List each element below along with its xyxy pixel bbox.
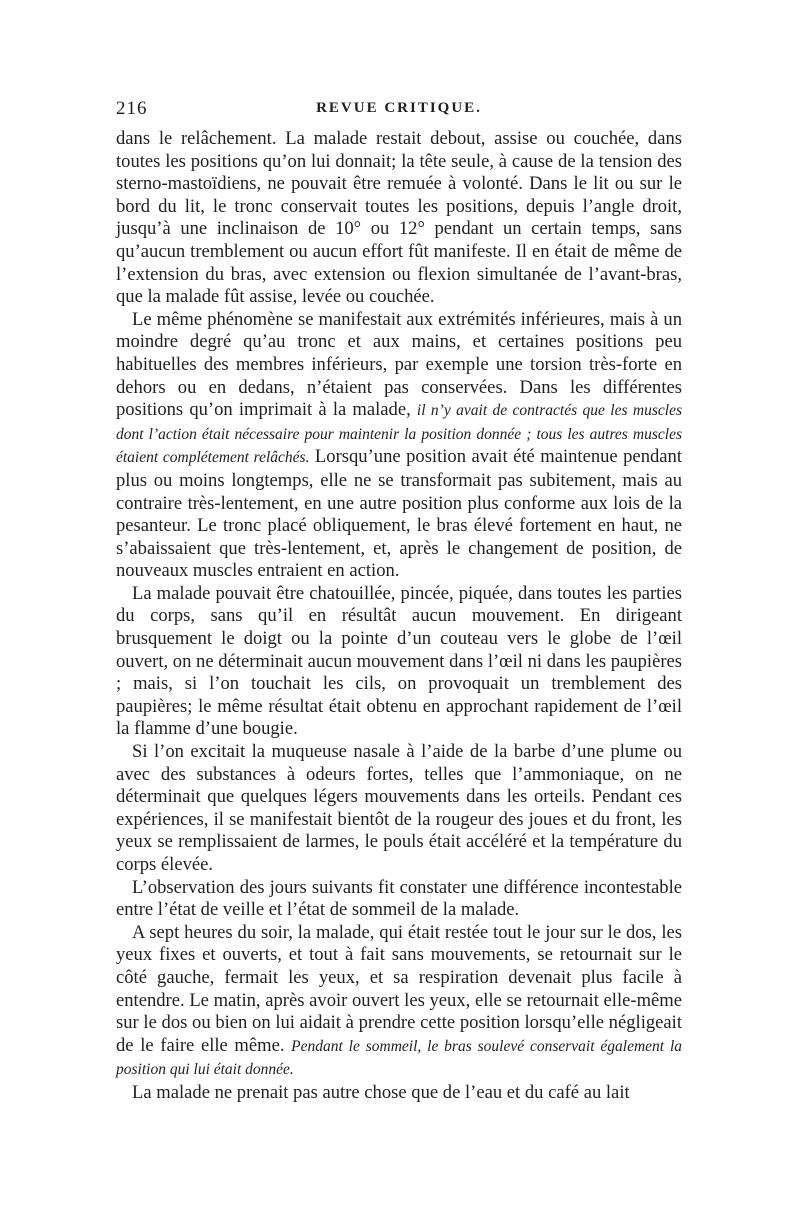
page-header: [116, 98, 682, 122]
text-run: Lorsqu’une position avait été maintenue pendant plus ou moins longtemps, elle ne se transformait pas subitement, mais au contraire très-lentement, en une autre position plus conforme aux lois de la pesanteur. Le tronc placé obliquement, le bras élevé fortement en haut, ne s’abaissaient que très-lentement, et, après le changement de position, de nouveaux muscles entraient en action.: [116, 446, 682, 582]
paragraph: [116, 922, 682, 1082]
text-run: La malade pouvait être chatouillée, pincée, piquée, dans toutes les parties du corps, sans qu’il en résultât aucun mouvement. En dirigeant brusquement le doigt ou la pointe d’un couteau vers le globe de l’œil ouvert, on ne déterminait aucun mouvement dans l’œil ni dans les paupières ; mais, si l’on touchait les cils, on provoquait un tremblement des paupières; le même résultat était obtenu en approchant rapidement de l’œil la flamme d’une bougie.: [116, 582, 682, 740]
paragraph: [116, 1082, 682, 1105]
running-title: REVUE CRITIQUE.: [316, 100, 482, 116]
paragraph: [116, 741, 682, 877]
paragraph: [116, 877, 682, 922]
text-run: dans le relâchement. La malade restait debout, assise ou couchée, dans toutes les positions qu’on lui donnait; la tête seule, à cause de la tension des sterno-mastoïdiens, ne pouvait être remuée à volonté. Dans le lit ou sur le bord du lit, le tronc conservait toutes les positions, depuis l’angle droit, jusqu’à une inclinaison de 10° ou 12° pendant un certain temps, sans qu’aucun tremblement ou aucun effort fût manifeste. Il en était de même de l’extension du bras, avec extension ou flexion simultanée de l’avant-bras, que la malade fût assise, levée ou couchée.: [116, 128, 682, 308]
paragraph: [116, 128, 682, 309]
italic-text: Pendant le sommeil, le bras soulevé conservait également la position qui lui était donnée.: [116, 1037, 683, 1079]
text-run: Si l’on excitait la muqueuse nasale à l’aide de la barbe d’une plume ou avec des substances à odeurs fortes, telles que l’ammoniaque, on ne déterminait que quelques légers mouvements dans les orteils. Pendant ces expériences, il se manifestait bientôt de la rougeur des joues et du front, les yeux se remplissaient de larmes, le pouls était accéléré et la température du corps élevée.: [116, 741, 682, 875]
text-run: Le même phénomène se manifestait aux extrémités inférieures, mais à un moindre degré qu’au tronc et aux mains, et certaines positions peu habituelles des membres inférieurs, par exemple une torsion très-forte en dehors ou en dedans, n’étaient pas conservées. Dans les différentes positions qu’on imprimait à la malade,: [116, 308, 682, 421]
body-text: [116, 128, 682, 1105]
text-run: L’observation des jours suivants fit constater une différence incontestable entre l’état de veille et l’état de sommeil de la malade.: [116, 876, 682, 921]
text-run: A sept heures du soir, la malade, qui était restée tout le jour sur le dos, les yeux fixes et ouverts, et tout à fait sans mouvements, se retournait sur le côté gauche, fermait les yeux, et sa respiration devenait plus facile à entendre. Le matin, après avoir ouvert les yeux, elle se retournait elle-même sur le dos ou bien on lui aidait à prendre cette position lorsqu’elle négligeait de le faire elle même.: [116, 921, 682, 1056]
paragraph: [116, 583, 682, 741]
text-run: La malade ne prenait pas autre chose que de l’eau et du café au lait: [132, 1081, 630, 1103]
italic-text: il n’y avait de contractés que les muscles dont l’action était nécessaire pour maintenir la position donnée ; tous les autres muscles étaient complétement relâchés.: [116, 402, 682, 467]
paragraph: [116, 309, 682, 583]
page-number: 216: [116, 98, 148, 119]
